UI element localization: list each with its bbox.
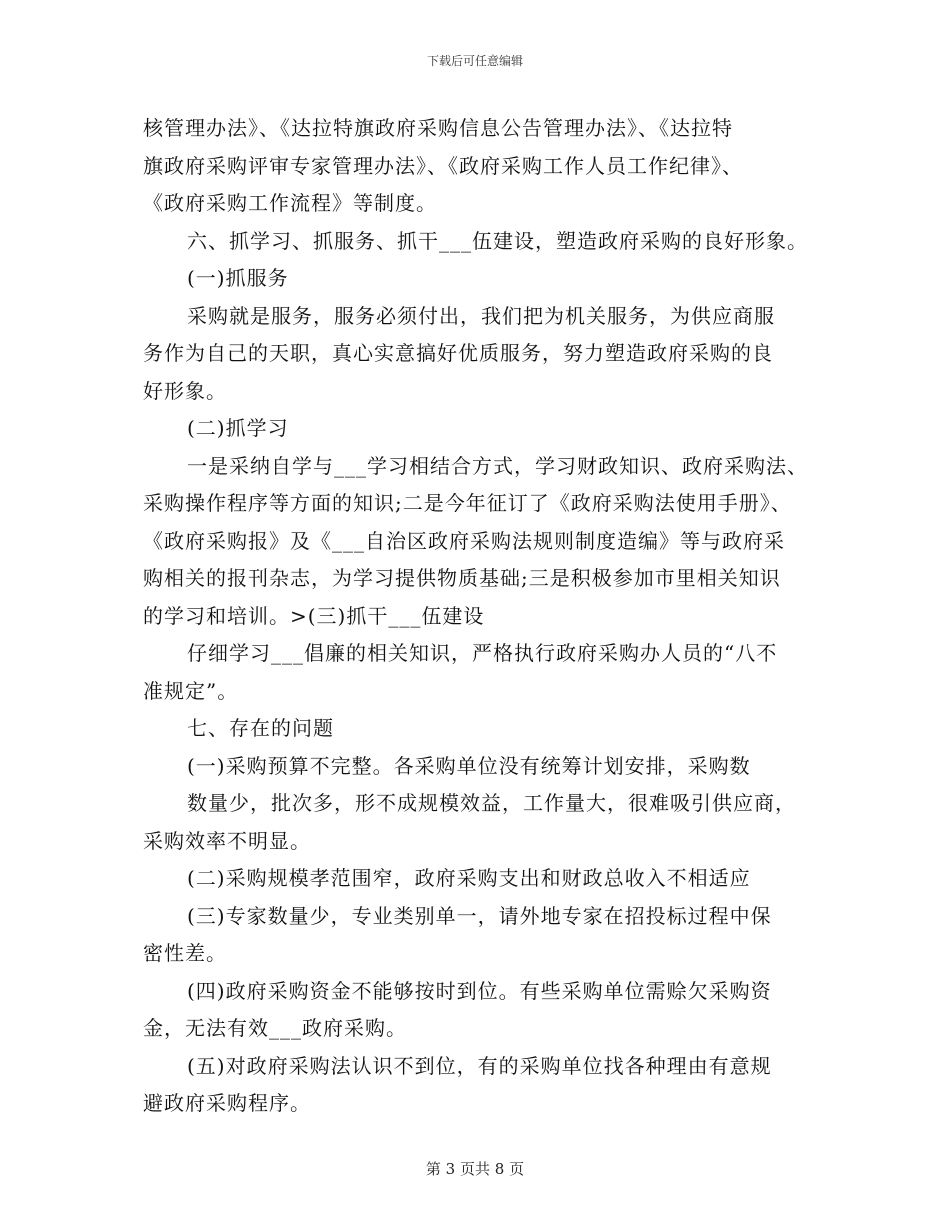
body-line: 采购操作程序等方面的知识;二是今年征订了《政府采购法使用手册》、 xyxy=(143,491,792,515)
body-line: 数量少，批次多，形不成规模效益，工作量大，很难吸引供应商， xyxy=(187,791,796,815)
body-line: 《政府采购工作流程》等制度。 xyxy=(143,191,437,215)
page-header: 下载后可任意编辑 xyxy=(426,54,523,68)
body-line: 密性差。 xyxy=(143,941,227,965)
section-heading: 六、抓学习、抓服务、抓干___伍建设，塑造政府采购的良好形象。 xyxy=(187,228,808,253)
subsection-heading: (二)抓学习 xyxy=(187,416,289,440)
body-line: 的学习和培训。>(三)抓干___伍建设 xyxy=(143,603,485,628)
body-line: 核管理办法》、《达拉特旗政府采购信息公告管理办法》、《达拉特 xyxy=(143,116,733,140)
body-line: (三)专家数量少，专业类别单一，请外地专家在招投标过程中保 xyxy=(187,903,772,928)
body-line: 购相关的报刊杂志，为学习提供物质基础;三是积极参加市里相关知识 xyxy=(143,566,781,590)
body-line: 采购就是服务，服务必须付出，我们把为机关服务，为供应商服 xyxy=(187,303,775,328)
body-line: 《政府采购报》及《___自治区政府采购法规则制度造编》等与政府采 xyxy=(143,528,785,553)
section-heading: 七、存在的问题 xyxy=(187,716,334,740)
subsection-heading: (一)抓服务 xyxy=(187,266,289,290)
body-line: (一)采购预算不完整。各采购单位没有统筹计划安排，采购数 xyxy=(187,753,751,778)
body-line: 好形象。 xyxy=(143,378,227,403)
document-body xyxy=(143,110,833,1123)
body-line: 避政府采购程序。 xyxy=(143,1091,311,1115)
body-line: 准规定”。 xyxy=(143,678,239,703)
body-line: (二)采购规模孝范围窄，政府采购支出和财政总收入不相适应 xyxy=(187,866,751,890)
body-line: 金，无法有效___政府采购。 xyxy=(143,1016,407,1040)
body-line: 一是采纳自学与___学习相结合方式，学习财政知识、政府采购法、 xyxy=(187,453,808,478)
body-line: (五)对政府采购法认识不到位，有的采购单位找各种理由有意规 xyxy=(187,1053,772,1078)
body-line: 仔细学习___倡廉的相关知识，严格执行政府采购办人员的“八不 xyxy=(187,641,778,665)
body-line: 采购效率不明显。 xyxy=(143,828,311,853)
body-line: 旗政府采购评审专家管理办法》、《政府采购工作人员工作纪律》、 xyxy=(143,153,743,178)
body-line: (四)政府采购资金不能够按时到位。有些采购单位需赊欠采购资 xyxy=(187,978,772,1003)
page-footer: 第 3 页共 8 页 xyxy=(425,1160,525,1178)
body-line: 务作为自己的天职，真心实意搞好优质服务，努力塑造政府采购的良 xyxy=(143,341,773,365)
